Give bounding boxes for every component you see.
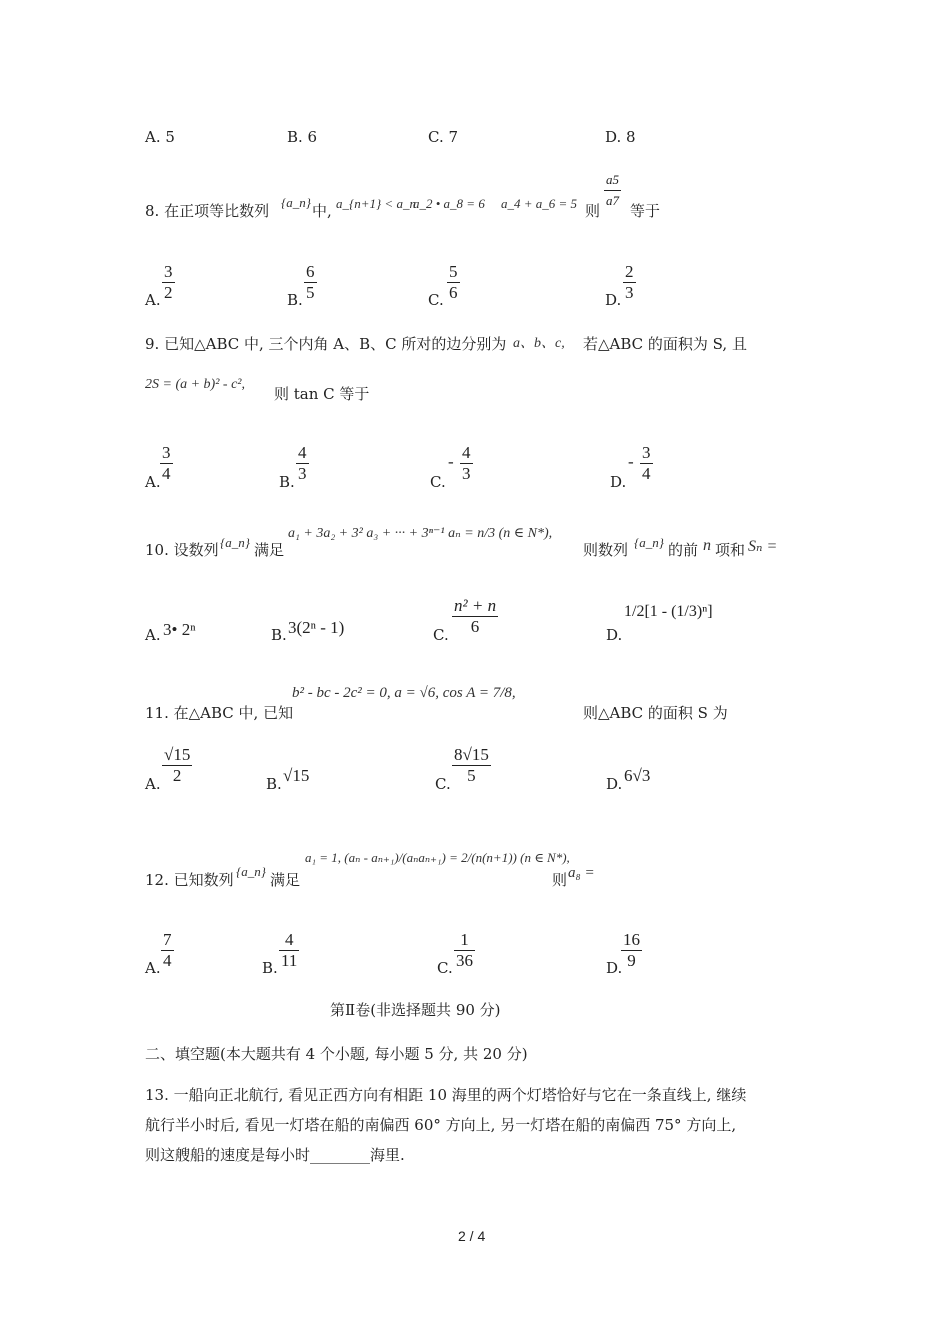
q12-target: a₈ = bbox=[568, 865, 595, 881]
section-part-heading: 二、填空题(本大题共有 4 个小题, 每小题 5 分, 共 20 分) bbox=[145, 1045, 528, 1063]
q12-option-a bbox=[161, 930, 174, 971]
q11-a-den: 2 bbox=[172, 766, 182, 785]
q9-a-num: 3 bbox=[162, 443, 171, 462]
q11-label-c: C. bbox=[435, 775, 451, 793]
q11-prefix: 11. 在△ABC 中, 已知 bbox=[145, 704, 294, 722]
q9-equation: 2S = (a + b)² - c², bbox=[145, 377, 245, 392]
q12-c-num: 1 bbox=[454, 930, 475, 951]
q12-label-a: A. bbox=[145, 959, 161, 977]
q9-then: 则 tan C 等于 bbox=[274, 385, 370, 403]
q7-option-d: D. 8 bbox=[605, 128, 636, 146]
q8-option-a bbox=[162, 262, 175, 303]
q11-equation: b² - bc - 2c² = 0, a = √6, cos A = 7/8, bbox=[292, 685, 516, 701]
q12-d-den: 9 bbox=[627, 951, 636, 970]
q10-n: n bbox=[703, 537, 711, 554]
q10-c-den: 6 bbox=[470, 617, 480, 636]
q11-a-num: √15 bbox=[164, 745, 191, 764]
q9-d-num: 3 bbox=[642, 443, 651, 462]
q8-ratio bbox=[604, 170, 621, 211]
q9-option-c bbox=[460, 443, 473, 484]
q12-a-den: 4 bbox=[163, 951, 172, 970]
q10-label-c: C. bbox=[433, 626, 449, 644]
q10-set-2: {a_n} bbox=[634, 535, 664, 550]
q8-option-d bbox=[623, 262, 636, 303]
q11-c-num: 8√15 bbox=[454, 745, 489, 764]
q10-label-d: D. bbox=[606, 626, 623, 644]
q12-prefix: 12. 已知数列 bbox=[145, 871, 234, 889]
q10-equation: a₁ + 3a₂ + 3² a₃ + ··· + 3ⁿ⁻¹ aₙ = n/3 (n ∈ N*), bbox=[288, 526, 553, 541]
q10-option-b: 3(2ⁿ - 1) bbox=[288, 618, 345, 637]
q12-option-b bbox=[279, 930, 299, 971]
q13-line3: 则这艘船的速度是每小时________海里. bbox=[145, 1146, 405, 1164]
q9-label-c: C. bbox=[430, 473, 446, 491]
q10-sn: Sₙ = bbox=[748, 538, 778, 555]
q11-suffix: 则△ABC 的面积 S 为 bbox=[583, 704, 728, 722]
q12-c-den: 36 bbox=[456, 951, 473, 970]
q8-ratio-num: a5 bbox=[604, 170, 621, 191]
q12-b-den: 11 bbox=[281, 951, 298, 970]
q10-label-a: A. bbox=[145, 626, 161, 644]
q8-c-num: 5 bbox=[449, 262, 458, 281]
q12-satisfy: 满足 bbox=[270, 871, 301, 889]
q7-option-b: B. 6 bbox=[287, 128, 318, 146]
q8-b-den: 5 bbox=[306, 283, 315, 302]
q9-c-num: 4 bbox=[462, 443, 471, 462]
q8-cond3: a_4 + a_6 = 5 bbox=[501, 196, 578, 211]
q8-option-b bbox=[304, 262, 317, 303]
q12-label-d: D. bbox=[606, 959, 623, 977]
q10-option-c bbox=[452, 596, 498, 637]
q9-option-a bbox=[160, 443, 173, 484]
q8-ratio-den: a7 bbox=[606, 193, 619, 208]
q12-set: {a_n} bbox=[236, 864, 266, 879]
q8-label-d: D. bbox=[605, 291, 622, 309]
q11-option-b: √15 bbox=[283, 766, 310, 785]
q10-satisfy: 满足 bbox=[254, 541, 285, 559]
q12-equation: a₁ = 1, (aₙ - aₙ₊₁)/(aₙaₙ₊₁) = 2/(n(n+1)) (n ∈ N*), bbox=[305, 850, 570, 865]
q11-option-a bbox=[162, 745, 192, 786]
q12-d-num: 16 bbox=[623, 930, 640, 949]
q8-label-a: A. bbox=[145, 291, 161, 309]
q9-option-b bbox=[296, 443, 309, 484]
q13-line2: 航行半小时后, 看见一灯塔在船的南偏西 60° 方向上, 另一灯塔在船的南偏西 75° 方向上, bbox=[145, 1116, 737, 1134]
q8-prefix: 8. 在正项等比数列 bbox=[145, 202, 270, 220]
q8-a-num: 3 bbox=[164, 262, 173, 281]
q11-label-a: A. bbox=[145, 775, 161, 793]
q12-then: 则 bbox=[552, 871, 568, 889]
page-number: 2 / 4 bbox=[458, 1228, 486, 1244]
q10-c-num: n² + n bbox=[454, 596, 497, 615]
q9-option-d bbox=[640, 443, 653, 484]
q10-option-d: 1/2[1 - (1/3)ⁿ] bbox=[624, 603, 713, 620]
q7-option-a: A. 5 bbox=[145, 128, 175, 146]
q9-vars: a、b、c, bbox=[513, 336, 565, 351]
q8-label-c: C. bbox=[428, 291, 444, 309]
q10-option-a: 3• 2ⁿ bbox=[163, 620, 196, 639]
q9-d-sign: - bbox=[628, 452, 634, 471]
q9-b-den: 3 bbox=[298, 464, 307, 483]
q8-cond2: a_2 • a_8 = 6 bbox=[413, 196, 485, 211]
q8-b-num: 6 bbox=[306, 262, 315, 281]
q8-d-num: 2 bbox=[625, 262, 634, 281]
q9-label-a: A. bbox=[145, 473, 161, 491]
q9-b-num: 4 bbox=[298, 443, 307, 462]
q8-cond1: a_{n+1} < a_n bbox=[336, 196, 416, 211]
q8-suffix: 等于 bbox=[630, 202, 661, 220]
q9-c-sign: - bbox=[448, 452, 454, 471]
q13-line1: 13. 一船向正北航行, 看见正西方向有相距 10 海里的两个灯塔恰好与它在一条直线上, 继续 bbox=[145, 1086, 747, 1104]
q11-option-c bbox=[452, 745, 491, 786]
q8-then: 则 bbox=[585, 202, 601, 220]
q11-label-d: D. bbox=[606, 775, 623, 793]
q8-mid: 中, bbox=[312, 202, 332, 220]
q8-label-b: B. bbox=[287, 291, 303, 309]
q10-prefix: 10. 设数列 bbox=[145, 541, 219, 559]
q9-label-d: D. bbox=[610, 473, 627, 491]
q8-set: {a_n} bbox=[281, 195, 311, 210]
q9-c-den: 3 bbox=[462, 464, 471, 483]
q8-c-den: 6 bbox=[449, 283, 458, 302]
q9-a-den: 4 bbox=[162, 464, 171, 483]
q10-label-b: B. bbox=[271, 626, 287, 644]
q12-option-d bbox=[621, 930, 642, 971]
q8-d-den: 3 bbox=[625, 283, 634, 302]
q10-sum-text: 项和 bbox=[715, 541, 746, 559]
q11-c-den: 5 bbox=[467, 766, 476, 785]
q9-line1-end: 若△ABC 的面积为 S, 且 bbox=[583, 335, 747, 353]
q12-a-num: 7 bbox=[163, 930, 172, 949]
section-title: 第Ⅱ卷(非选择题共 90 分) bbox=[330, 1001, 501, 1019]
q11-option-d: 6√3 bbox=[624, 766, 651, 785]
q12-label-b: B. bbox=[262, 959, 278, 977]
q8-option-c bbox=[447, 262, 460, 303]
q9-d-den: 4 bbox=[642, 464, 651, 483]
q10-set: {a_n} bbox=[220, 535, 250, 550]
q10-before: 的前 bbox=[668, 541, 699, 559]
q7-option-c: C. 7 bbox=[428, 128, 459, 146]
q12-option-c bbox=[454, 930, 475, 971]
q9-line1: 9. 已知△ABC 中, 三个内角 A、B、C 所对的边分别为 bbox=[145, 335, 507, 353]
q12-b-num: 4 bbox=[279, 930, 299, 951]
q12-label-c: C. bbox=[437, 959, 453, 977]
q9-label-b: B. bbox=[279, 473, 295, 491]
q10-then: 则数列 bbox=[583, 541, 629, 559]
q8-a-den: 2 bbox=[164, 283, 173, 302]
q11-label-b: B. bbox=[266, 775, 282, 793]
